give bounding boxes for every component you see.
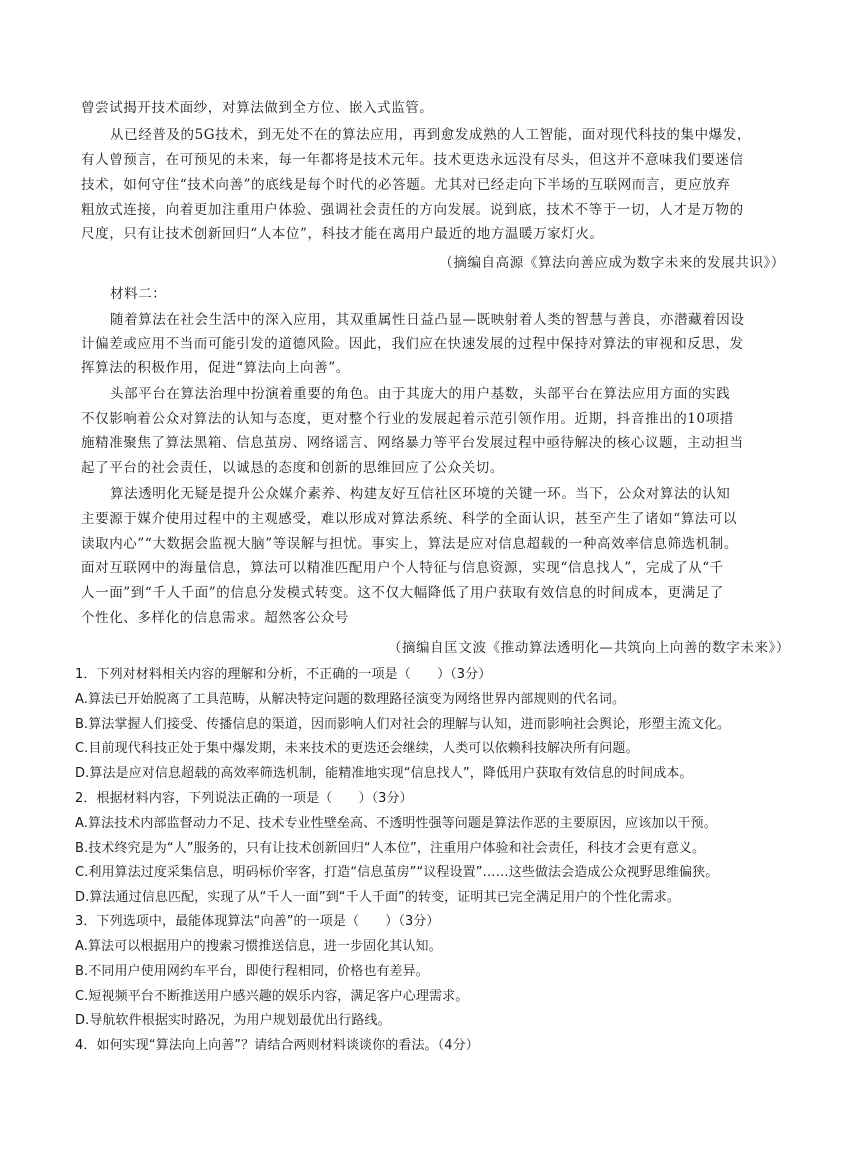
passage-line: 有人曾预言，在可预见的未来，每一年都将是技术元年。技术更迭永远没有尽头，但这并不意味我们要迷信 [81, 152, 744, 168]
question-option: D.导航软件根据实时路况，为用户规划最优出行路线。 [75, 1013, 391, 1028]
passage-line: 面对互联网中的海量信息，算法可以精准匹配用户个人特征与信息资源，实现“信息找人”，完成了从“千 [81, 560, 724, 576]
passage-line: 不仅影响着公众对算法的认知与态度，更对整个行业的发展起着示范引领作用。近期，抖音推出的10项措 [81, 411, 734, 427]
question-option: D.算法是应对信息超载的高效率筛选机制，能精准地实现“信息找人”，降低用户获取有效信息的时间成本。 [75, 766, 693, 781]
passage-line: 主要源于媒介使用过程中的主观感受，难以形成对算法系统、科学的全面认识，甚至产生了诸如“算法可以 [81, 511, 738, 527]
question-option: A.算法技术内部监督动力不足、技术专业性壁垒高、不透明性强等问题是算法作恶的主要原因，应该加以干预。 [75, 816, 717, 831]
question-stem: 2．根据材料内容，下列说法正确的一项是（ ）（3分） [75, 791, 413, 806]
passage-line: 头部平台在算法治理中扮演着重要的角色。由于其庞大的用户基数，头部平台在算法应用方面的实践 [110, 386, 731, 402]
passage-line: 人一面”到“千人千面”的信息分发模式转变。这不仅大幅降低了用户获取有效信息的时间成本，更满足了 [81, 585, 724, 601]
passage-line: 挥算法的积极作用，促进“算法向上向善”。 [81, 360, 350, 376]
question-stem: 1．下列对材料相关内容的理解和分析，不正确的一项是（ ）（3分） [75, 667, 492, 682]
question-option: C.短视频平台不断推送用户感兴趣的娱乐内容，满足客户心理需求。 [75, 989, 469, 1004]
question-option: C.目前现代科技正处于集中爆发期，未来技术的更迭还会继续，人类可以依赖科技解决所有问题。 [75, 741, 639, 756]
question-option: A.算法可以根据用户的搜索习惯推送信息，进一步固化其认知。 [75, 939, 442, 954]
source-citation: （摘编自匡文波《推动算法透明化—共筑向上向善的数字未来》） [387, 640, 790, 656]
passage-line: 从已经普及的5G技术，到无处不在的算法应用，再到愈发成熟的人工智能，面对现代科技的集中爆发， [110, 127, 751, 143]
question-stem: 3．下列选项中，最能体现算法“向善”的一项是（ ）（3分） [75, 914, 440, 929]
question-stem: 4．如何实现“算法向上向善”？请结合两则材料谈谈你的看法。（4分） [75, 1038, 479, 1053]
passage-line: 随着算法在社会生活中的深入应用，其双重属性日益凸显—既映射着人类的智慧与善良，亦潜藏着因设 [110, 312, 745, 328]
passage-line: 个性化、多样化的信息需求。超然客公众号 [81, 610, 349, 626]
material-heading: 材料二： [110, 286, 167, 302]
passage-line: 粗放式连接，向着更加注重用户体验、强调社会责任的方向发展。说到底，技术不等于一切，人才是万物的 [81, 202, 744, 218]
question-option: B.不同用户使用网约车平台，即使行程相同，价格也有差异。 [75, 964, 429, 979]
passage-line: 起了平台的社会责任，以诚恳的态度和创新的思维回应了公众关切。 [81, 460, 504, 476]
passage-line: 算法透明化无疑是提升公众媒介素养、构建友好互信社区环境的关键一环。当下，公众对算法的认知 [110, 486, 731, 502]
passage-line: 曾尝试揭开技术面纱，对算法做到全方位、嵌入式监管。 [81, 100, 434, 116]
question-option: B.技术终究是为“人”服务的，只有让技术创新回归“人本位”，注重用户体验和社会责任，科技才会更有意义。 [75, 841, 706, 856]
question-option: A.算法已开始脱离了工具范畴，从解决特定问题的数理路径演变为网络世界内部规则的代名词。 [75, 692, 626, 707]
passage-line: 技术，如何守住“技术向善”的底线是每个时代的必答题。尤其对已经走向下半场的互联网而言，更应放弃 [81, 177, 731, 193]
passage-line: 计偏差或应用不当而可能引发的道德风险。因此，我们应在快速发展的过程中保持对算法的审视和反思，发 [81, 336, 744, 352]
question-option: B.算法掌握人们接受、传播信息的渠道，因而影响人们对社会的理解与认知，进而影响社会舆论，形塑主流文化。 [75, 717, 731, 732]
question-option: C.利用算法过度采集信息，明码标价宰客，打造“信息茧房”“议程设置”……这些做法会造成公众视野思维偏狭。 [75, 865, 719, 880]
source-citation: （摘编自高源《算法向善应成为数字未来的发展共识》） [439, 255, 785, 271]
passage-line: 读取内心”“大数据会监视大脑”等误解与担忧。事实上，算法是应对信息超载的一种高效率信息筛选机制。 [81, 536, 739, 552]
question-option: D.算法通过信息匹配，实现了从“千人一面”到“千人千面”的转变，证明其已完全满足用户的个性化需求。 [75, 890, 680, 905]
passage-line: 施精准聚焦了算法黑箱、信息茧房、网络谣言、网络暴力等平台发展过程中亟待解决的核心议题，主动担当 [81, 435, 744, 451]
passage-line: 尺度，只有让技术创新回归“人本位”，科技才能在离用户最近的地方温暖万家灯火。 [81, 226, 604, 242]
